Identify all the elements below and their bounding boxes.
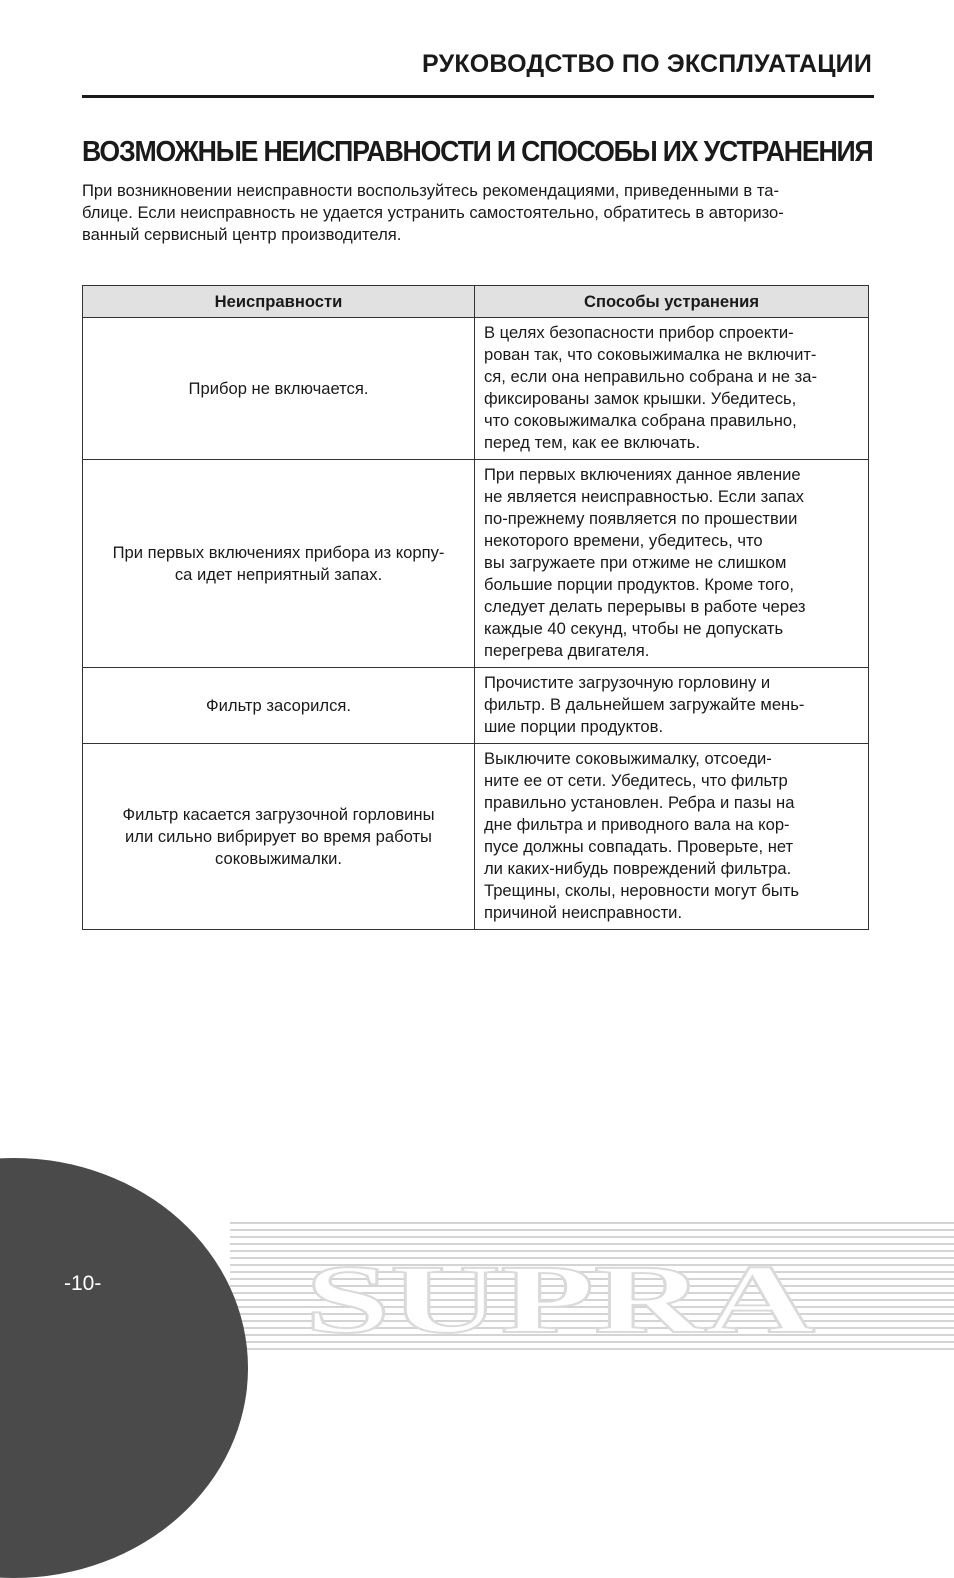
intro-line: При возникновении неисправности воспользуйтесь рекомендациями, приведенными в та- (82, 181, 779, 200)
supra-logo-text: SUPRA (305, 1248, 816, 1348)
solution-line: по-прежнему появляется по прошествии (484, 509, 798, 528)
intro-paragraph (82, 180, 882, 246)
solution-line: правильно установлен. Ребра и пазы на (484, 793, 795, 812)
solution-line: шие порции продуктов. (484, 717, 664, 736)
problem-line: Фильтр касается загрузочной горловины (122, 804, 435, 824)
problem-line: соковыжималки. (215, 848, 342, 868)
solution-line: фиксированы замок крышки. Убедитесь, (484, 389, 797, 408)
solution-line: дне фильтра и приводного вала на кор- (484, 815, 790, 834)
problem-cell (83, 668, 475, 744)
solution-line: перегрева двигателя. (484, 641, 650, 660)
solution-line: Прочистите загрузочную горловину и (484, 673, 771, 692)
footer-corner-shape (0, 1158, 248, 1578)
solution-line: ли каких-нибудь повреждений фильтра. (484, 859, 792, 878)
problem-cell (83, 318, 475, 460)
problem-line: Фильтр засорился. (206, 695, 351, 715)
solution-line: каждые 40 секунд, чтобы не допускать (484, 619, 784, 638)
problem-line: Прибор не включается. (188, 378, 369, 398)
table-row (83, 744, 869, 930)
solution-line: не является неисправностью. Если запах (484, 487, 804, 506)
problem-line: или сильно вибрирует во время работы (125, 826, 432, 846)
solution-cell (475, 744, 869, 930)
problem-line: са идет неприятный запах. (174, 564, 383, 584)
problem-cell (83, 744, 475, 930)
problem-line: При первых включениях прибора из корпу- (112, 542, 445, 562)
solution-line: рован так, что соковыжималка не включит- (484, 345, 817, 364)
table-row (83, 460, 869, 668)
solution-line: В целях безопасности прибор спроекти- (484, 323, 794, 342)
running-header-title: РУКОВОДСТВО ПО ЭКСПЛУАТАЦИИ (422, 50, 872, 78)
header-rule (82, 95, 874, 98)
table-row (83, 318, 869, 460)
problem-cell (83, 460, 475, 668)
solution-line: Выключите соковыжималку, отсоеди- (484, 749, 772, 768)
solution-line: вы загружаете при отжиме не слишком (484, 553, 787, 572)
page-number: -10- (64, 1272, 102, 1295)
solution-line: причиной неисправности. (484, 903, 683, 922)
solution-line: перед тем, как ее включать. (484, 433, 701, 452)
troubleshooting-table (82, 285, 869, 930)
solution-line: При первых включениях данное явление (484, 465, 801, 484)
solution-line: Трещины, сколы, неровности могут быть (484, 881, 800, 900)
column-header-solutions: Способы устранения (475, 286, 869, 318)
column-header-problems: Неисправности (83, 286, 475, 318)
solution-cell (475, 318, 869, 460)
table-header-row (83, 286, 869, 318)
solution-line: фильтр. В дальнейшем загружайте мень- (484, 695, 805, 714)
solution-cell (475, 668, 869, 744)
solution-line: большие порции продуктов. Кроме того, (484, 575, 794, 594)
supra-logo (300, 1248, 820, 1348)
solution-cell (475, 460, 869, 668)
solution-line: ните ее от сети. Убедитесь, что фильтр (484, 771, 788, 790)
section-title: ВОЗМОЖНЫЕ НЕИСПРАВНОСТИ И СПОСОБЫ ИХ УСТРАНЕНИЯ (82, 136, 873, 168)
intro-line: ванный сервисный центр производителя. (82, 225, 402, 244)
table-row (83, 668, 869, 744)
solution-line: ся, если она неправильно собрана и не за- (484, 367, 817, 386)
solution-line: следует делать перерывы в работе через (484, 597, 806, 616)
solution-line: некоторого времени, убедитесь, что (484, 531, 763, 550)
solution-line: что соковыжималка собрана правильно, (484, 411, 797, 430)
intro-line: блице. Если неисправность не удается устранить самостоятельно, обратитесь в авторизо- (82, 203, 784, 222)
solution-line: пусе должны совпадать. Проверьте, нет (484, 837, 794, 856)
